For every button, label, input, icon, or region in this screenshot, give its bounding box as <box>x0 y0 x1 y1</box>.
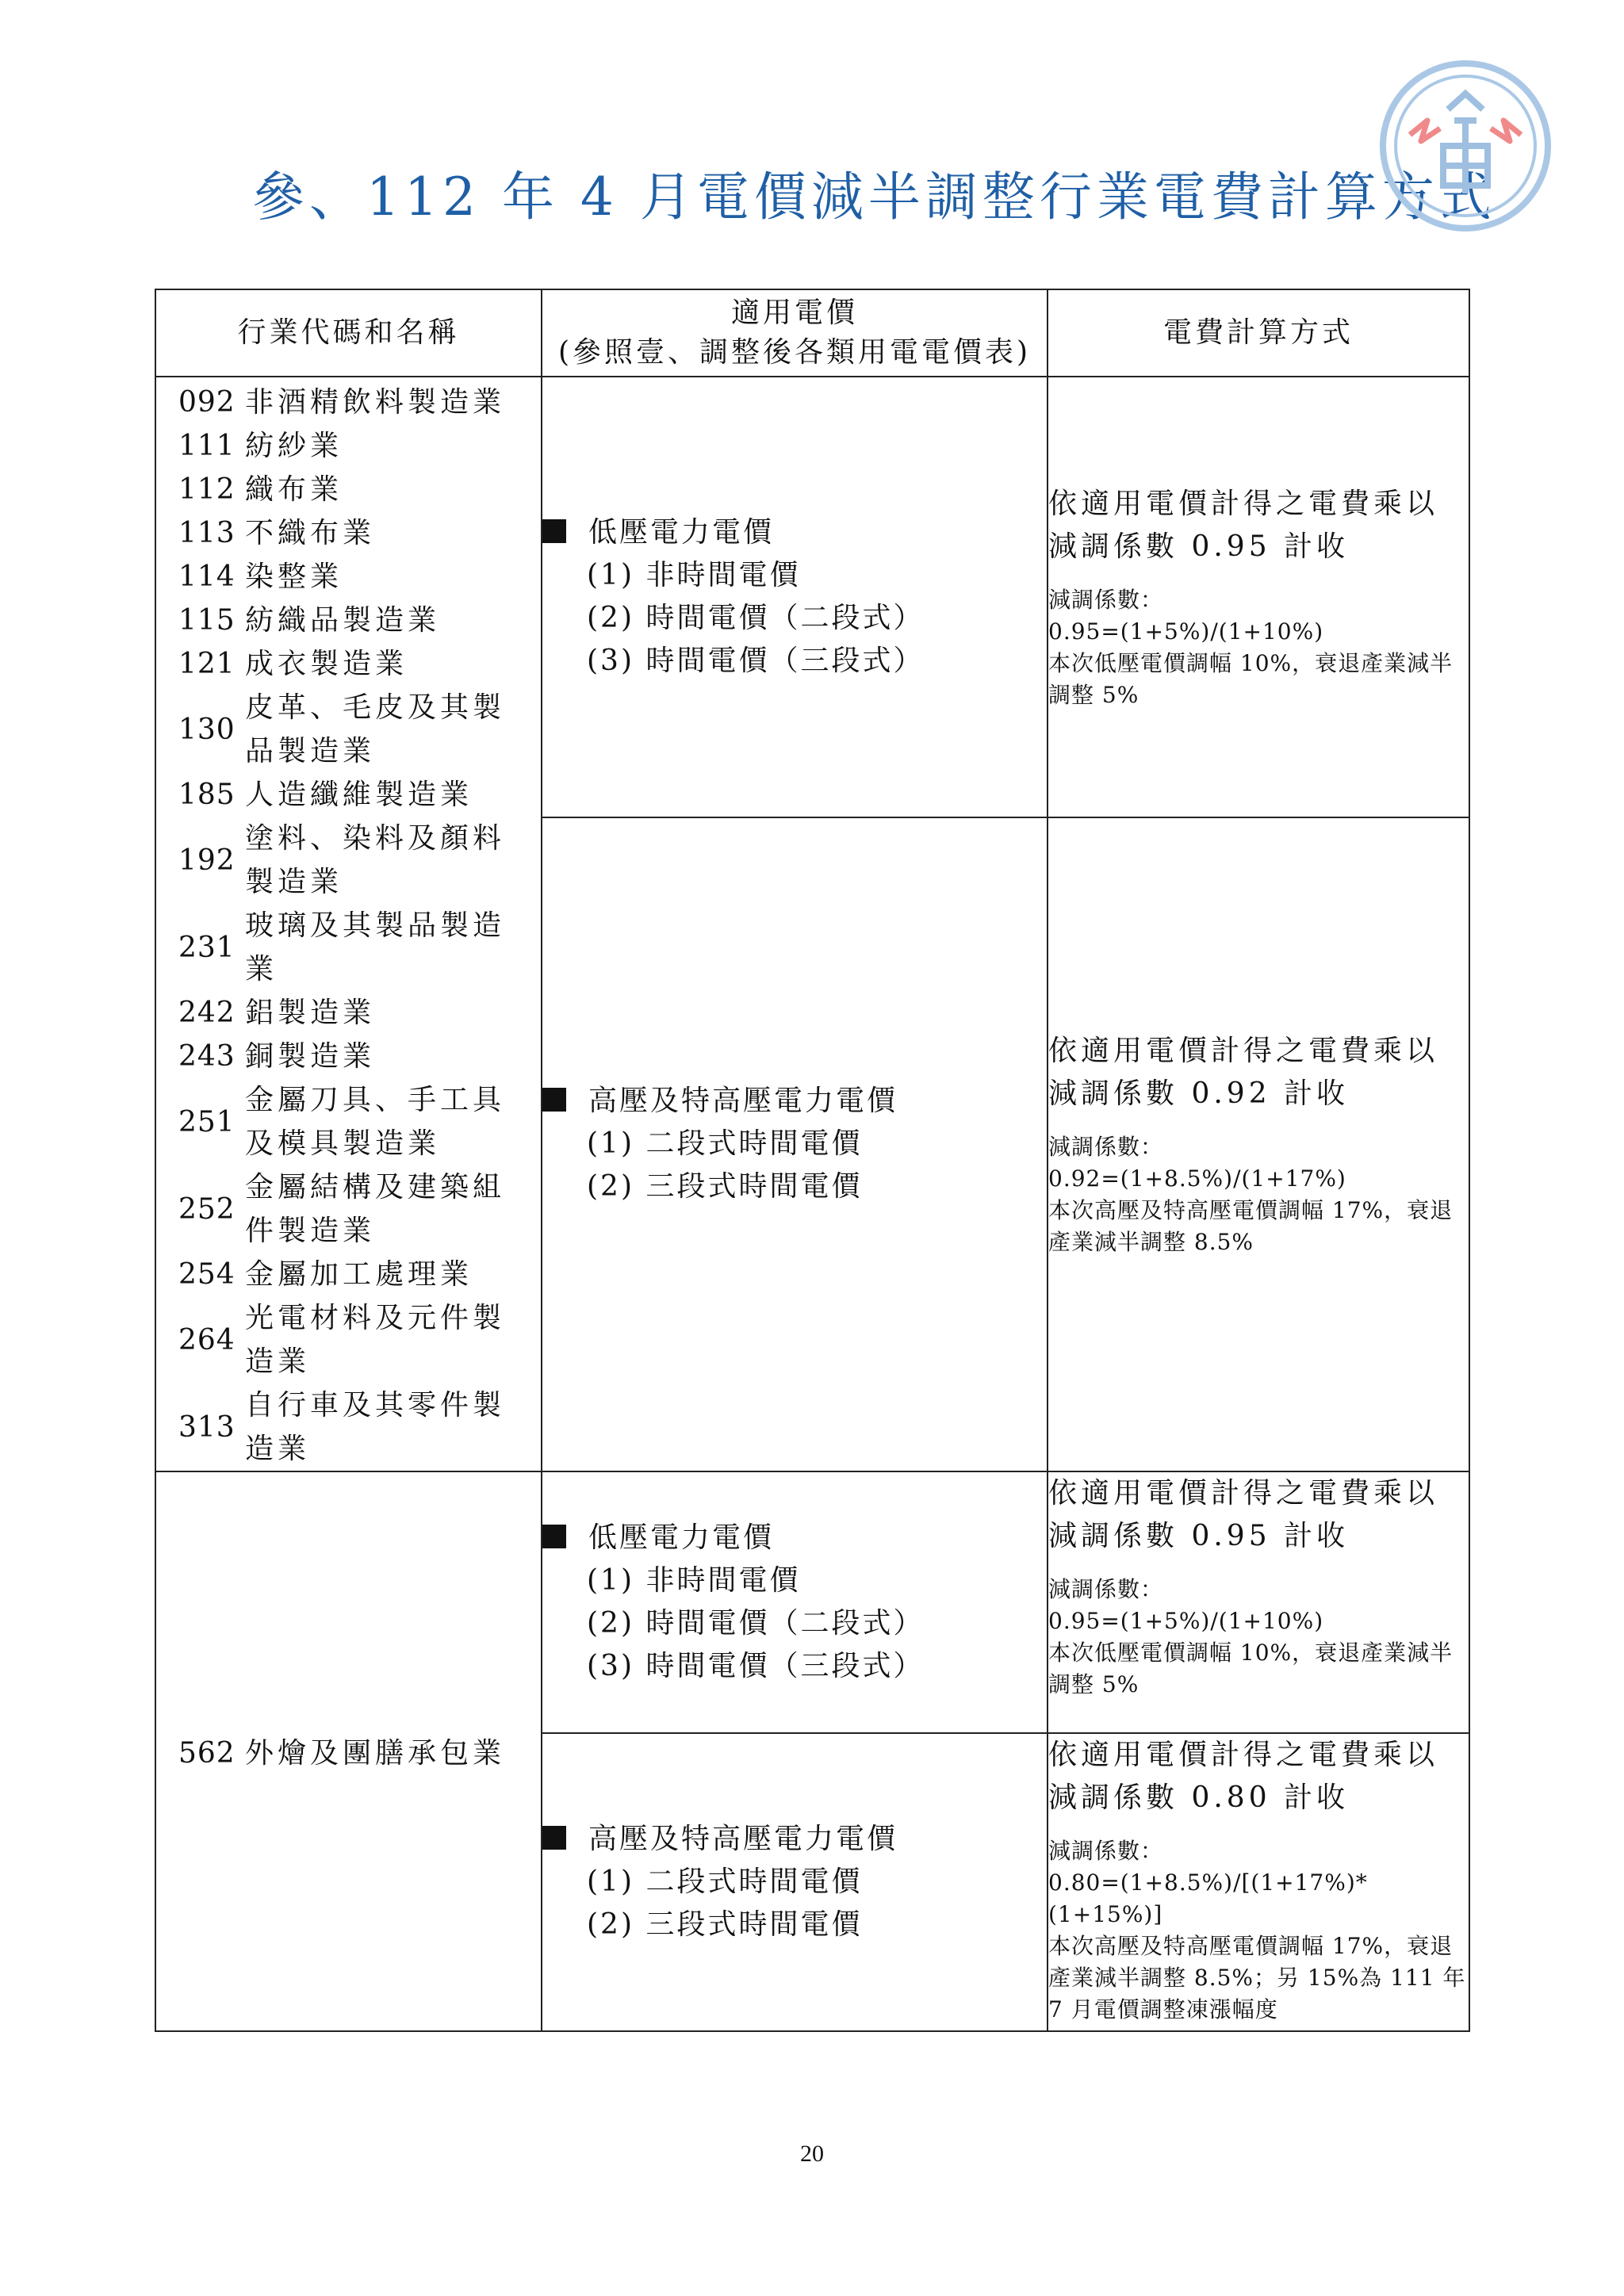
industry-code: 251 <box>178 1105 236 1138</box>
header-tariff-line1: 適用電價 <box>730 297 858 329</box>
square-bullet-icon <box>542 519 566 543</box>
industry-name: 人造纖維製造業 <box>245 779 473 811</box>
method-cell-high <box>1048 817 1469 1471</box>
tariff-item: (1) 非時間電價 <box>587 558 801 591</box>
tariff-title <box>542 1080 1047 1123</box>
industry-name: 金屬加工處理業 <box>245 1258 473 1291</box>
note-text: 本次低壓電價調幅 10%，衰退產業減半調整 5% <box>1048 1640 1454 1697</box>
tariff-item: (3) 時間電價（三段式） <box>587 644 925 677</box>
note-text: 本次高壓及特高壓電價調幅 17%，衰退產業減半調整 8.5%；另 15%為 111 年 7 月電價調整凍漲幅度 <box>1048 1933 1466 2022</box>
note-label: 減調係數： <box>1048 586 1164 613</box>
industry-item <box>178 555 541 599</box>
method-cell-high <box>1048 1733 1469 2031</box>
industry-code: 092 <box>178 386 236 419</box>
note-text: 本次低壓電價調幅 10%，衰退產業減半調整 5% <box>1048 649 1454 708</box>
industry-code: 242 <box>178 997 236 1029</box>
method-note <box>1048 584 1469 711</box>
tariff-item: (2) 時間電價（二段式） <box>587 601 925 634</box>
industry-code: 562 <box>178 1736 236 1770</box>
tariff-item: (3) 時間電價（三段式） <box>587 1650 925 1682</box>
method-text: 依適用電價計得之電費乘以減調係數 0.92 計收 <box>1048 1035 1439 1111</box>
method-text: 依適用電價計得之電費乘以減調係數 0.80 計收 <box>1048 1739 1439 1814</box>
tariff-cell-high <box>542 817 1048 1471</box>
industry-code: 252 <box>178 1192 236 1226</box>
header-tariff-line2: (參照壹、調整後各類用電電價表) <box>557 336 1032 369</box>
tariff-cell-high <box>542 1733 1048 2031</box>
industry-name: 紡紗業 <box>245 430 343 462</box>
page-title: 參、112 年 4 月電價減半調整行業電費計算方式 <box>252 166 1496 228</box>
industry-name: 外燴及團膳承包業 <box>245 1736 506 1770</box>
industry-name: 不織布業 <box>245 517 376 549</box>
method-note <box>1048 1835 1469 2026</box>
industry-item <box>178 1165 541 1253</box>
industry-item <box>178 1383 541 1471</box>
industry-code: 115 <box>178 604 236 637</box>
industry-name: 染整業 <box>245 561 343 593</box>
note-formula: 0.95=(1+5%)/(1+10%) <box>1048 1608 1324 1634</box>
tariff-cell-low <box>542 1471 1048 1733</box>
industry-list-cell <box>155 377 542 1471</box>
industry-name: 皮革、毛皮及其製品製造業 <box>245 691 506 767</box>
industry-item <box>178 599 541 642</box>
tariff-item: (1) 二段式時間電價 <box>587 1127 863 1161</box>
industry-code: 264 <box>178 1323 236 1357</box>
tariff-title-text: 高壓及特高壓電力電價 <box>588 1085 898 1118</box>
tariff-title <box>542 1818 1047 1861</box>
industry-item <box>178 817 541 904</box>
industry-code: 130 <box>178 713 236 746</box>
tariff-item: (1) 二段式時間電價 <box>587 1866 863 1898</box>
industry-code: 243 <box>178 1040 236 1073</box>
header-method: 電費計算方式 <box>1048 289 1469 377</box>
note-formula: 0.80=(1+8.5%)/[(1+17%)*(1+15%)] <box>1048 1869 1368 1927</box>
table-row <box>155 377 1469 817</box>
note-label: 減調係數： <box>1048 1576 1164 1602</box>
tariff-title-text: 高壓及特高壓電力電價 <box>588 1823 898 1855</box>
industry-item <box>178 424 541 468</box>
tariff-title <box>542 511 1047 554</box>
industry-name: 金屬刀具、手工具及模具製造業 <box>245 1084 506 1160</box>
industry-name: 成衣製造業 <box>245 648 408 680</box>
industry-code: 112 <box>178 473 236 506</box>
method-cell-low <box>1048 377 1469 817</box>
industry-name: 玻璃及其製品製造業 <box>245 909 506 985</box>
industry-name: 光電材料及元件製造業 <box>245 1302 506 1378</box>
industry-code: 185 <box>178 779 236 811</box>
industry-name: 鋁製造業 <box>245 997 376 1029</box>
header-tariff <box>542 289 1048 377</box>
note-formula: 0.92=(1+8.5%)/(1+17%) <box>1048 1165 1346 1192</box>
industry-item <box>178 904 541 991</box>
industry-list <box>156 1728 541 1775</box>
method-cell-low <box>1048 1471 1469 1733</box>
tariff-item: (1) 非時間電價 <box>587 1564 801 1597</box>
note-text: 本次高壓及特高壓電價調幅 17%，衰退產業減半調整 8.5% <box>1048 1197 1454 1256</box>
industry-item <box>178 468 541 511</box>
industry-item <box>178 686 541 773</box>
note-formula: 0.95=(1+5%)/(1+10%) <box>1048 618 1324 645</box>
industry-name: 銅製造業 <box>245 1040 376 1073</box>
industry-item <box>178 511 541 555</box>
industry-item <box>178 773 541 817</box>
page-number: 20 <box>800 2141 824 2167</box>
square-bullet-icon <box>542 1088 566 1112</box>
industry-item <box>178 1035 541 1078</box>
industry-list <box>156 377 541 1471</box>
method-note <box>1048 1574 1469 1701</box>
industry-code: 111 <box>178 430 236 462</box>
industry-item <box>178 381 541 424</box>
note-label: 減調係數： <box>1048 1134 1164 1161</box>
square-bullet-icon <box>542 1525 566 1548</box>
tariff-title <box>542 1517 1047 1559</box>
industry-code: 254 <box>178 1258 236 1291</box>
table-row <box>155 1471 1469 1733</box>
industry-name: 織布業 <box>245 473 343 506</box>
tariff-item: (2) 三段式時間電價 <box>587 1908 863 1941</box>
note-label: 減調係數： <box>1048 1838 1164 1864</box>
tariff-item: (2) 時間電價（二段式） <box>587 1607 925 1640</box>
industry-code: 113 <box>178 517 236 549</box>
industry-item <box>178 1253 541 1296</box>
tariff-title-text: 低壓電力電價 <box>588 515 775 549</box>
industry-name: 塗料、染料及顏料製造業 <box>245 822 506 898</box>
industry-cell-562 <box>155 1471 542 2031</box>
industry-code: 192 <box>178 844 236 877</box>
industry-item <box>178 1296 541 1383</box>
industry-item <box>178 642 541 686</box>
taipower-logo-icon <box>1378 59 1553 233</box>
method-note <box>1048 1131 1469 1258</box>
industry-name: 紡織品製造業 <box>245 604 441 637</box>
industry-code: 313 <box>178 1410 236 1444</box>
method-text: 依適用電價計得之電費乘以減調係數 0.95 計收 <box>1048 1477 1439 1552</box>
method-text: 依適用電價計得之電費乘以減調係數 0.95 計收 <box>1048 487 1439 563</box>
industry-name: 自行車及其零件製造業 <box>245 1389 506 1465</box>
tariff-table <box>155 289 1470 2032</box>
header-industry: 行業代碼和名稱 <box>155 289 542 377</box>
industry-code: 121 <box>178 648 236 680</box>
industry-name: 非酒精飲料製造業 <box>245 386 506 419</box>
industry-code: 231 <box>178 931 236 964</box>
industry-name: 金屬結構及建築組件製造業 <box>245 1171 506 1247</box>
square-bullet-icon <box>542 1826 566 1850</box>
industry-item <box>178 1732 541 1775</box>
tariff-cell-low <box>542 377 1048 817</box>
industry-code: 114 <box>178 561 236 593</box>
tariff-item: (2) 三段式時間電價 <box>587 1170 863 1203</box>
table-header-row <box>155 289 1469 377</box>
industry-item <box>178 991 541 1035</box>
industry-item <box>178 1078 541 1165</box>
tariff-title-text: 低壓電力電價 <box>588 1521 775 1554</box>
